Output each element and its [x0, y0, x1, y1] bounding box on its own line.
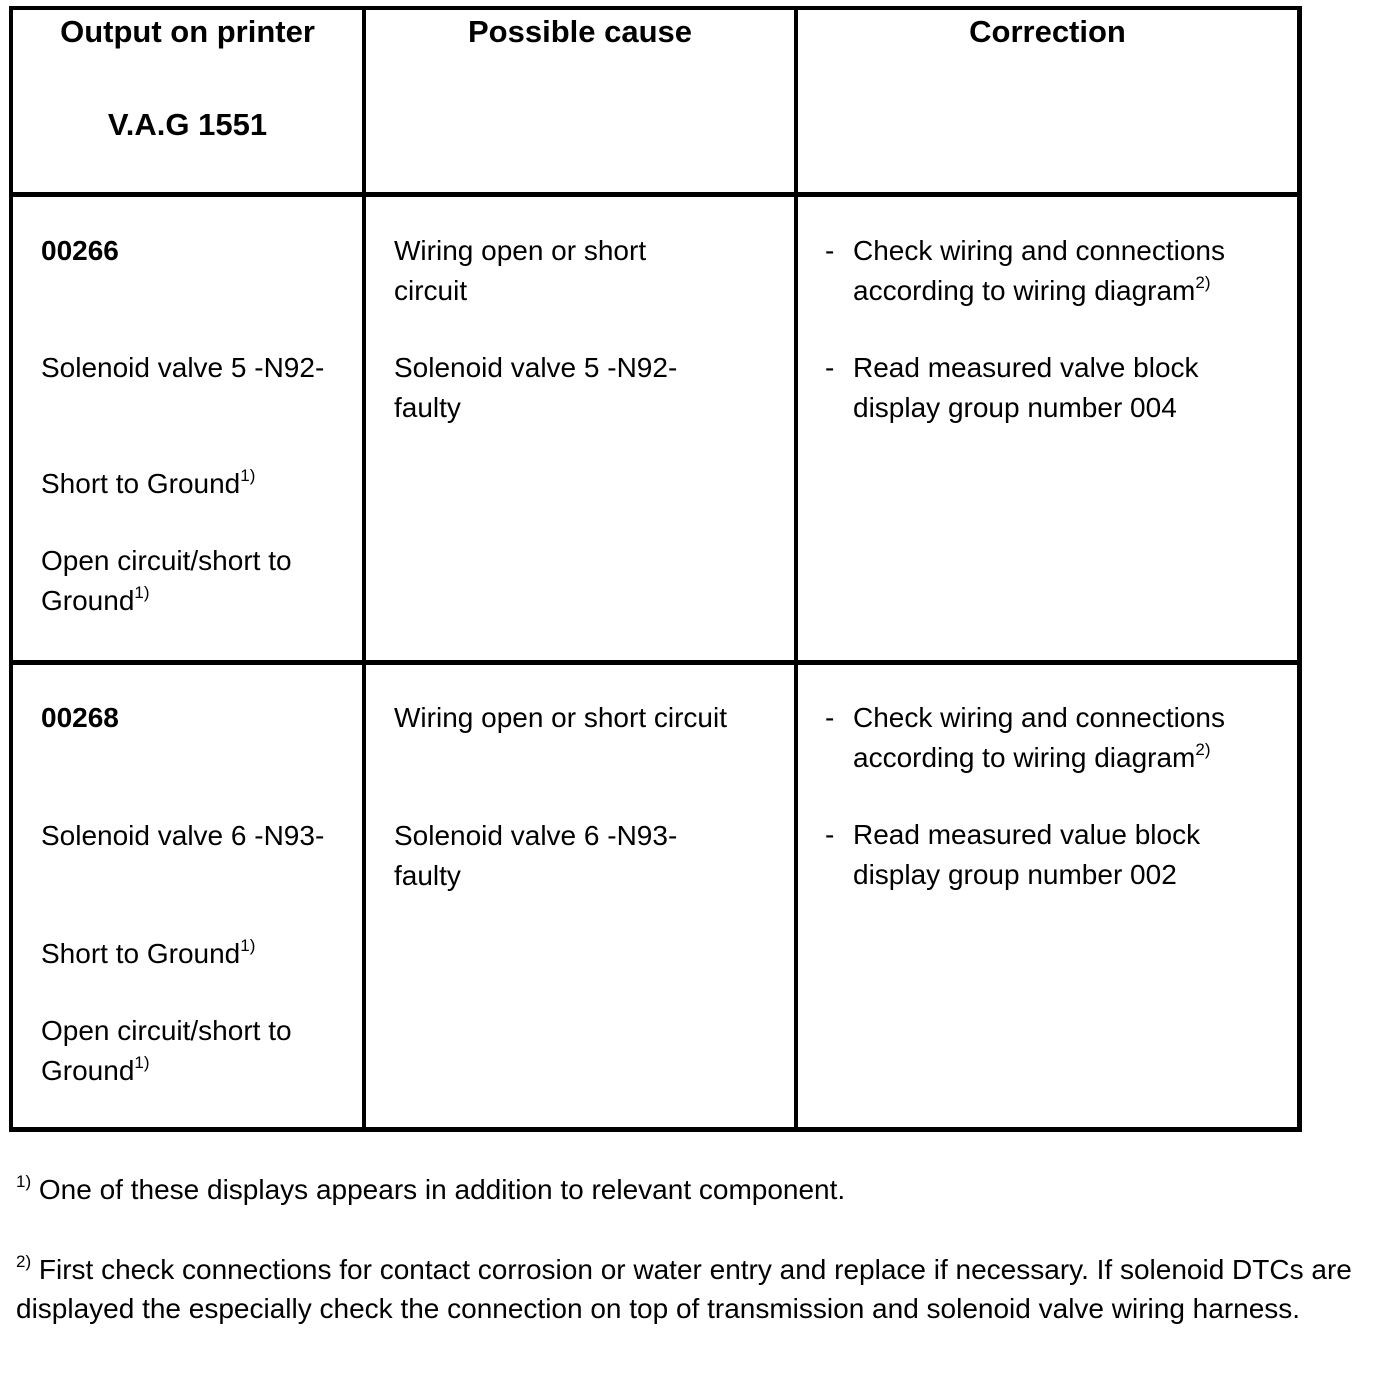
component-name: Solenoid valve 5 -N92- — [41, 352, 325, 383]
bullet-dash: - — [825, 819, 835, 850]
header-output-line2: V.A.G 1551 — [107, 107, 268, 142]
column-divider — [362, 6, 366, 1132]
footnote-mark: 2) — [16, 1251, 32, 1271]
fault-type-short — [41, 464, 361, 504]
table-row-cause — [394, 698, 789, 896]
fault-code: 00268 — [41, 702, 119, 733]
table-border-right — [1297, 6, 1302, 1132]
column-divider — [794, 6, 798, 1132]
correction-text: Read measured valve block display group number 004 — [853, 352, 1199, 423]
row-divider — [9, 660, 1302, 665]
cause-component: Solenoid valve 5 -N92- faulty — [394, 352, 678, 423]
table-row-correction — [825, 698, 1295, 895]
correction-text: Read measured value block display group number 002 — [853, 819, 1201, 890]
header-output-on-printer — [13, 10, 362, 147]
header-possible-cause: Possible cause — [467, 14, 692, 49]
correction-text: Check wiring and connections according to wiring diagram — [853, 702, 1225, 773]
fault-type-open — [41, 541, 331, 621]
footnote-2 — [16, 1250, 1356, 1328]
footnote-ref: 2) — [1195, 739, 1211, 759]
footnote-ref: 1) — [240, 935, 256, 955]
correction-step — [825, 348, 1253, 428]
component-name: Solenoid valve 6 -N93- — [41, 820, 325, 851]
correction-text: Check wiring and connections according to wiring diagram — [853, 235, 1225, 306]
footnote-text: First check connections for contact corrosion or water entry and replace if necessary. If solenoid DTCs are displayed the especially check the connection on top of transmission and solenoid valve wiring harness. — [16, 1254, 1352, 1324]
footnote-ref: 1) — [134, 1052, 150, 1072]
fault-type-text: Short to Ground — [41, 938, 241, 969]
cause-wiring: Wiring open or short circuit — [394, 702, 728, 733]
footnote-ref: 1) — [134, 582, 150, 602]
header-correction: Correction — [969, 14, 1126, 49]
table-border-left — [9, 6, 13, 1132]
header-output-line1: Output on printer — [60, 14, 315, 49]
fault-type-text: Open circuit/short to Ground — [41, 1015, 292, 1086]
diagnostic-table — [9, 6, 1302, 1132]
table-row-output — [41, 698, 361, 1091]
table-row-output — [41, 231, 361, 621]
cause-component: Solenoid valve 6 -N93- faulty — [394, 820, 678, 891]
table-row-cause — [394, 231, 784, 428]
fault-type-open — [41, 1011, 331, 1091]
cause-wiring: Wiring open or short circuit — [394, 235, 647, 306]
footnote-ref: 2) — [1195, 272, 1211, 292]
fault-type-text: Short to Ground — [41, 468, 241, 499]
fault-type-short — [41, 934, 361, 974]
correction-step — [825, 815, 1263, 895]
correction-step — [825, 231, 1295, 311]
correction-step — [825, 698, 1295, 778]
footnote-ref: 1) — [240, 465, 256, 485]
fault-code: 00266 — [41, 235, 119, 266]
table-row-correction — [825, 231, 1295, 428]
bullet-dash: - — [825, 235, 835, 266]
row-divider — [9, 192, 1302, 197]
table-border-bottom — [9, 1127, 1302, 1132]
footnote-1 — [16, 1170, 1356, 1209]
bullet-dash: - — [825, 352, 835, 383]
bullet-dash: - — [825, 702, 835, 733]
footnote-text: One of these displays appears in addition to relevant component. — [38, 1174, 846, 1205]
fault-type-text: Open circuit/short to Ground — [41, 545, 292, 616]
footnote-mark: 1) — [16, 1171, 32, 1191]
